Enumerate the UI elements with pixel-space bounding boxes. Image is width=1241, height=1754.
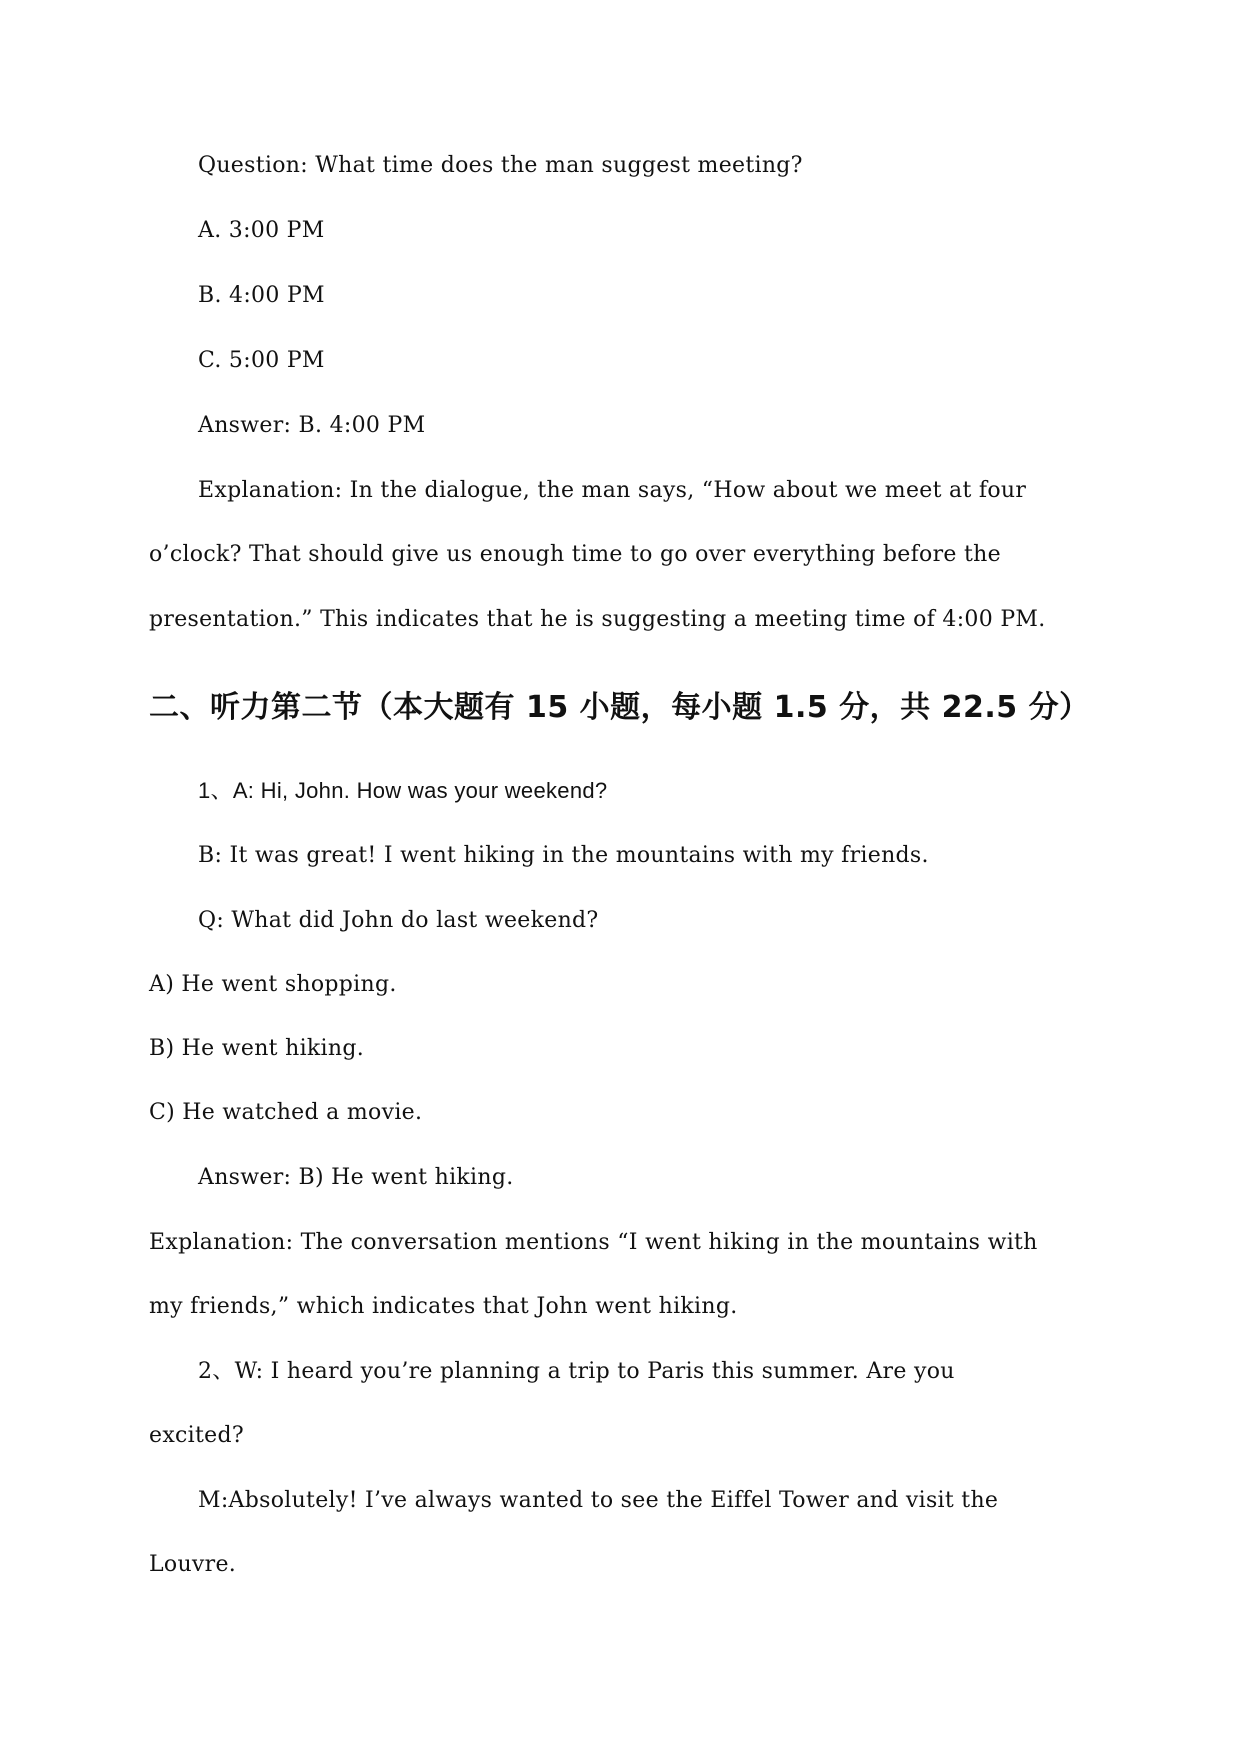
dialogue-line-m1: M:Absolutely! I’ve always wanted to see the Eiffel Tower and visit the (198, 1488, 999, 1513)
option-c-1: C) He watched a movie. (149, 1100, 423, 1125)
option-c: C. 5:00 PM (198, 348, 325, 373)
answer-text-1: Answer: B) He went hiking. (198, 1165, 514, 1190)
dialogue-line-a: 1、A: Hi, John. How was your weekend? (198, 778, 608, 803)
option-a-1: A) He went shopping. (149, 972, 397, 997)
option-b: B. 4:00 PM (198, 283, 325, 308)
explanation-line-2-q1: my friends,” which indicates that John went hiking. (149, 1294, 738, 1319)
explanation-line-2: o’clock? That should give us enough time to go over everything before the (149, 542, 1001, 567)
dialogue-line-w2: excited? (149, 1423, 244, 1448)
explanation-line-1: Explanation: In the dialogue, the man says, “How about we meet at four (198, 478, 1027, 503)
question-text-1: Q: What did John do last weekend? (198, 908, 599, 933)
explanation-line-1-q1: Explanation: The conversation mentions “I went hiking in the mountains with (149, 1230, 1038, 1255)
dialogue-line-m2: Louvre. (149, 1552, 237, 1577)
option-b-1: B) He went hiking. (149, 1036, 365, 1061)
question-text: Question: What time does the man suggest meeting? (198, 153, 803, 178)
dialogue-line-b: B: It was great! I went hiking in the mountains with my friends. (198, 843, 929, 868)
option-a: A. 3:00 PM (198, 218, 325, 243)
explanation-line-3: presentation.” This indicates that he is suggesting a meeting time of 4:00 PM. (149, 607, 1046, 632)
answer-text: Answer: B. 4:00 PM (198, 413, 426, 438)
dialogue-line-w1: 2、W: I heard you’re planning a trip to Paris this summer. Are you (198, 1359, 955, 1384)
section-heading: 二、听力第二节（本大题有 15 小题，每小题 1.5 分，共 22.5 分） (149, 690, 1090, 725)
